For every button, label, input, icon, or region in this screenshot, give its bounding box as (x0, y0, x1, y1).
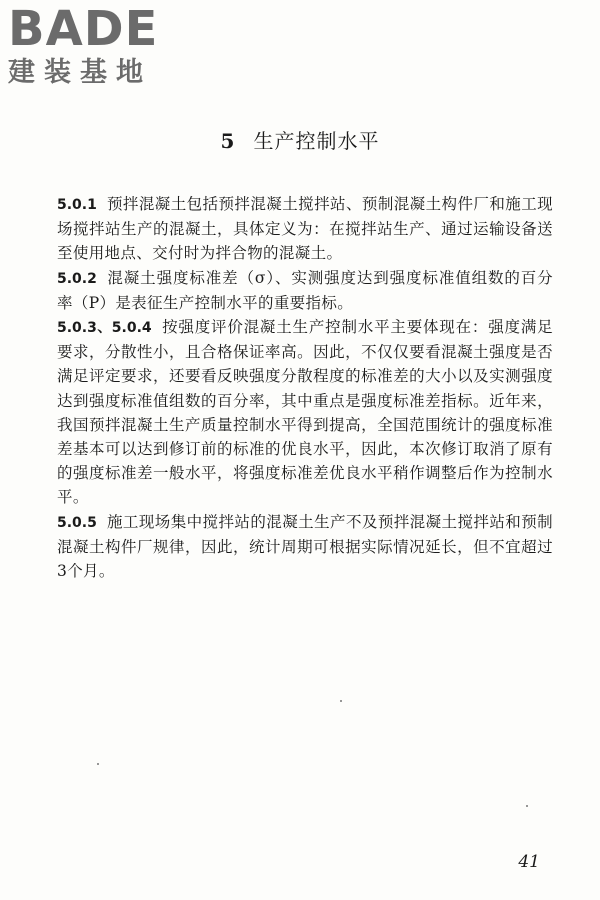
paragraph-text: 混凝土强度标准差（σ）、实测强度达到强度标准值组数的百分率（P）是表征生产控制水平的重要指标。 (57, 268, 553, 312)
paragraph-text: 施工现场集中搅拌站的混凝土生产不及预拌混凝土搅拌站和预制混凝土构件厂规律，因此，统计周期可根据实际情况延长，但不宜超过3个月。 (57, 512, 553, 581)
logo-mark: BADE (8, 1, 159, 57)
page-number: 41 (518, 852, 540, 872)
scan-speck (97, 763, 99, 765)
paragraph-text: 预拌混凝土包括预拌混凝土搅拌站、预制混凝土构件厂和施工现场搅拌站生产的混凝土，具体定义为：在搅拌站生产、通过运输设备送至使用地点、交付时为拌合物的混凝土。 (57, 195, 553, 263)
logo-subtitle: 建装基地 (8, 57, 152, 88)
document-body (57, 192, 553, 583)
scan-speck (340, 700, 342, 702)
paragraph-text: 按强度评价混凝土生产控制水平主要体现在：强度满足要求，分散性小，且合格保证率高。因此，不仅仅要看混凝土强度是否满足评定要求，还要看反映强度分散程度的标准差的大小以及实测强度达到强度标准值组数的百分率，其中重点是强度标准差指标。近年来，我国预拌混凝土生产质量控制水平得到提高，全国范围统计的强度标准差基本可以达到修订前的标准的优良水平，因此，本次修订取消了原有的强度标准差一般水平，将强度标准差优良水平稍作调整后作为控制水平。 (57, 318, 553, 507)
chapter-title-text: 生产控制水平 (253, 129, 380, 153)
paragraph-5-0-5 (57, 510, 553, 584)
chapter-title (0, 127, 600, 155)
clause-number: 5.0.5 (57, 514, 97, 531)
paragraph-5-0-3-5-0-4 (57, 315, 553, 510)
clause-number: 5.0.2 (57, 270, 97, 287)
clause-number: 5.0.3、5.0.4 (57, 320, 152, 337)
clause-number: 5.0.1 (57, 197, 97, 213)
paragraph-5-0-2 (57, 266, 553, 315)
scan-speck (526, 805, 528, 807)
chapter-number: 5 (220, 129, 236, 153)
paragraph-5-0-1 (57, 192, 553, 266)
bade-logo (8, 1, 180, 96)
